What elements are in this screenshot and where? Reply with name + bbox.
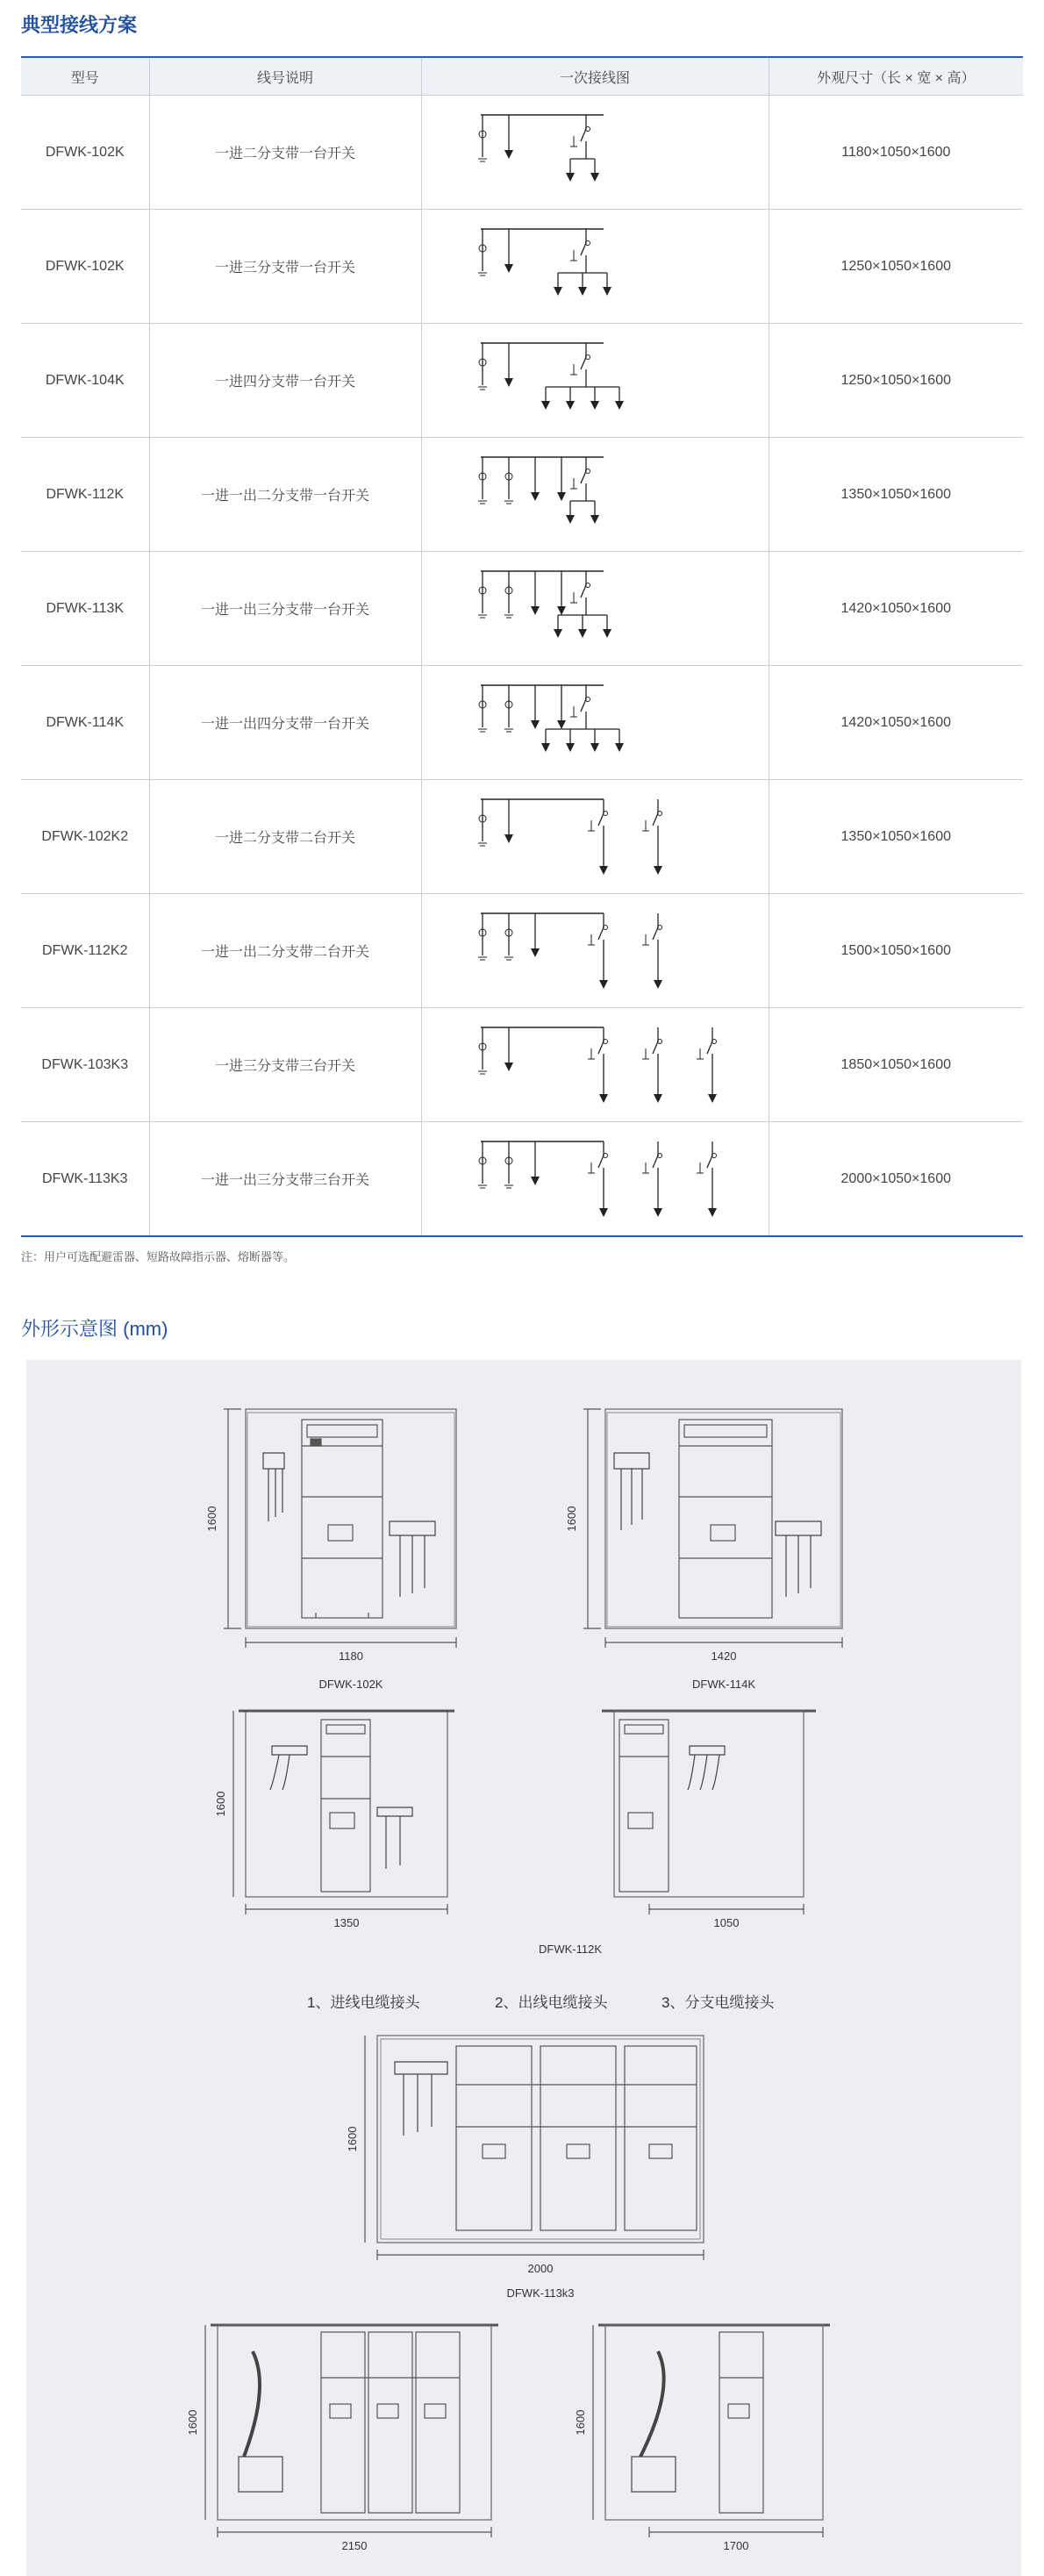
cell-diagram: [421, 324, 769, 438]
cell-description: 一进三分支带一台开关: [149, 210, 421, 324]
legend-item-1: 1、进线电缆接头: [307, 1994, 420, 2011]
incomer-symbol: [504, 457, 513, 504]
branch-arrow: [504, 799, 513, 843]
drawing-side-1050: [539, 1711, 816, 1956]
switch-symbol: [588, 799, 608, 875]
cell-model: DFWK-102K2: [21, 780, 149, 894]
d2-caption: DFWK-114K: [692, 1678, 755, 1691]
cell-model: DFWK-114K: [21, 666, 149, 780]
single-line-diagram: [463, 447, 726, 543]
wiring-scheme-table: [21, 56, 1023, 1237]
d6-height-label: 1600: [186, 2409, 199, 2436]
incomer-symbol: [478, 343, 487, 390]
cell-size: 1850×1050×1600: [769, 1008, 1023, 1122]
cell-model: DFWK-113K3: [21, 1122, 149, 1237]
d6-width-label: 2150: [341, 2539, 368, 2552]
incomer-symbol: [504, 571, 513, 618]
incomer-symbol: [478, 229, 487, 275]
drawing-side-2150: [186, 2325, 498, 2552]
switch-symbol: [588, 1141, 608, 1217]
outline-drawings-svg: [26, 1360, 1021, 2576]
incomer-symbol: [478, 913, 487, 960]
table-row: [21, 780, 1023, 894]
cell-model: DFWK-102K: [21, 96, 149, 210]
table-row: [21, 96, 1023, 210]
d2-width-label: 1420: [711, 1649, 737, 1663]
d1-width-label: 1180: [339, 1649, 363, 1663]
incomer-symbol: [478, 799, 487, 846]
legend-item-2: 2、出线电缆接头: [495, 1994, 608, 2011]
switch-symbol: [554, 229, 611, 296]
single-line-diagram: [463, 1017, 726, 1113]
cell-diagram: [421, 210, 769, 324]
switch-symbol: [566, 457, 599, 524]
incomer-symbol: [504, 913, 513, 960]
cell-diagram: [421, 780, 769, 894]
cell-description: 一进四分支带一台开关: [149, 324, 421, 438]
incomer-symbol: [478, 457, 487, 504]
incomer-symbol: [478, 1027, 487, 1074]
branch-arrow: [504, 115, 513, 159]
branch-arrow: [504, 229, 513, 273]
cell-diagram: [421, 894, 769, 1008]
d7-height-label: 1600: [574, 2409, 587, 2436]
incomer-symbol: [504, 1141, 513, 1188]
single-line-diagram: [463, 789, 726, 885]
cell-model: DFWK-104K: [21, 324, 149, 438]
single-line-diagram: [463, 675, 726, 771]
switch-symbol: [697, 1141, 717, 1217]
header-size: 外观尺寸（长 × 宽 × 高）: [769, 57, 1023, 96]
branch-arrow: [531, 1141, 540, 1185]
cell-size: 1420×1050×1600: [769, 666, 1023, 780]
cell-diagram: [421, 1122, 769, 1237]
cell-diagram: [421, 1008, 769, 1122]
cell-size: 1180×1050×1600: [769, 96, 1023, 210]
single-line-diagram: [463, 1131, 726, 1227]
switch-symbol: [554, 571, 611, 638]
branch-arrow: [531, 457, 540, 501]
branch-arrow: [557, 685, 566, 729]
switch-symbol: [588, 1027, 608, 1103]
cell-model: DFWK-112K: [21, 438, 149, 552]
d3-width-label: 1350: [333, 1916, 360, 1929]
cell-description: 一进一出四分支带一台开关: [149, 666, 421, 780]
branch-arrow: [531, 685, 540, 729]
cell-size: 1250×1050×1600: [769, 210, 1023, 324]
cell-size: 1250×1050×1600: [769, 324, 1023, 438]
branch-arrow: [557, 457, 566, 501]
switch-symbol: [566, 115, 599, 182]
table-row: [21, 210, 1023, 324]
single-line-diagram: [463, 903, 726, 999]
cell-size: 1350×1050×1600: [769, 780, 1023, 894]
d4-caption: DFWK-112K: [539, 1943, 602, 1956]
branch-arrow: [504, 343, 513, 387]
d5-height-label: 1600: [346, 2126, 359, 2152]
switch-symbol: [541, 343, 624, 410]
cell-description: 一进二分支带一台开关: [149, 96, 421, 210]
branch-arrow: [557, 571, 566, 615]
switch-symbol: [642, 1027, 662, 1103]
single-line-diagram: [463, 218, 726, 315]
cell-size: 1500×1050×1600: [769, 894, 1023, 1008]
cell-model: DFWK-102K: [21, 210, 149, 324]
table-row: [21, 666, 1023, 780]
cell-description: 一进二分支带二台开关: [149, 780, 421, 894]
incomer-symbol: [478, 685, 487, 732]
branch-arrow: [504, 1027, 513, 1071]
cell-description: 一进一出三分支带一台开关: [149, 552, 421, 666]
switch-symbol: [588, 913, 608, 989]
switch-symbol: [541, 685, 624, 752]
drawing-side-1700: [574, 2325, 830, 2552]
cell-model: DFWK-103K3: [21, 1008, 149, 1122]
table-row: [21, 1122, 1023, 1237]
table-row: [21, 1008, 1023, 1122]
incomer-symbol: [478, 571, 487, 618]
cell-model: DFWK-113K: [21, 552, 149, 666]
d4-width-label: 1050: [713, 1916, 740, 1929]
incomer-symbol: [478, 1141, 487, 1188]
cell-diagram: [421, 552, 769, 666]
cell-description: 一进一出二分支带二台开关: [149, 894, 421, 1008]
single-line-diagram: [463, 333, 726, 429]
header-diagram: 一次接线图: [421, 57, 769, 96]
incomer-symbol: [478, 115, 487, 161]
section-title-wiring: 典型接线方案: [21, 14, 138, 36]
cell-model: DFWK-112K2: [21, 894, 149, 1008]
outline-drawings-panel: [26, 1360, 1021, 2576]
d5-width-label: 2000: [527, 2262, 554, 2275]
header-description: 线号说明: [149, 57, 421, 96]
cell-description: 一进一出三分支带三台开关: [149, 1122, 421, 1237]
switch-symbol: [642, 913, 662, 989]
table-header-row: [21, 57, 1023, 96]
legend-item-3: 3、分支电缆接头: [661, 1994, 775, 2011]
d7-width-label: 1700: [723, 2539, 749, 2552]
branch-arrow: [531, 571, 540, 615]
switch-symbol: [642, 1141, 662, 1217]
cell-diagram: [421, 666, 769, 780]
cell-description: 一进三分支带三台开关: [149, 1008, 421, 1122]
switch-symbol: [697, 1027, 717, 1103]
d1-caption: DFWK-102K: [318, 1678, 383, 1691]
header-model: 型号: [21, 57, 149, 96]
callout-legend: [307, 1994, 775, 2011]
d2-height-label: 1600: [565, 1506, 578, 1532]
table-note: 注：用户可选配避雷器、短路故障指示器、熔断器等。: [21, 1250, 296, 1263]
section-title-outline: 外形示意图 (mm): [21, 1318, 168, 1340]
switch-symbol: [642, 799, 662, 875]
drawing-dfwk-113k3: [346, 2036, 704, 2300]
cell-description: 一进一出二分支带一台开关: [149, 438, 421, 552]
d1-height-label: 1600: [205, 1506, 218, 1532]
cell-size: 2000×1050×1600: [769, 1122, 1023, 1237]
single-line-diagram: [463, 561, 726, 657]
drawing-side-1350: [214, 1711, 454, 1929]
drawing-dfwk-102k: [205, 1409, 456, 1691]
table-row: [21, 552, 1023, 666]
drawing-dfwk-114k: [565, 1409, 842, 1691]
cell-size: 1350×1050×1600: [769, 438, 1023, 552]
table-row: [21, 324, 1023, 438]
single-line-diagram: [463, 104, 726, 201]
d3-height-label: 1600: [214, 1791, 227, 1817]
branch-arrow: [531, 913, 540, 957]
cell-size: 1420×1050×1600: [769, 552, 1023, 666]
table-row: [21, 438, 1023, 552]
d5-caption: DFWK-113k3: [506, 2286, 575, 2300]
incomer-symbol: [504, 685, 513, 732]
table-row: [21, 894, 1023, 1008]
cell-diagram: [421, 438, 769, 552]
cell-diagram: [421, 96, 769, 210]
